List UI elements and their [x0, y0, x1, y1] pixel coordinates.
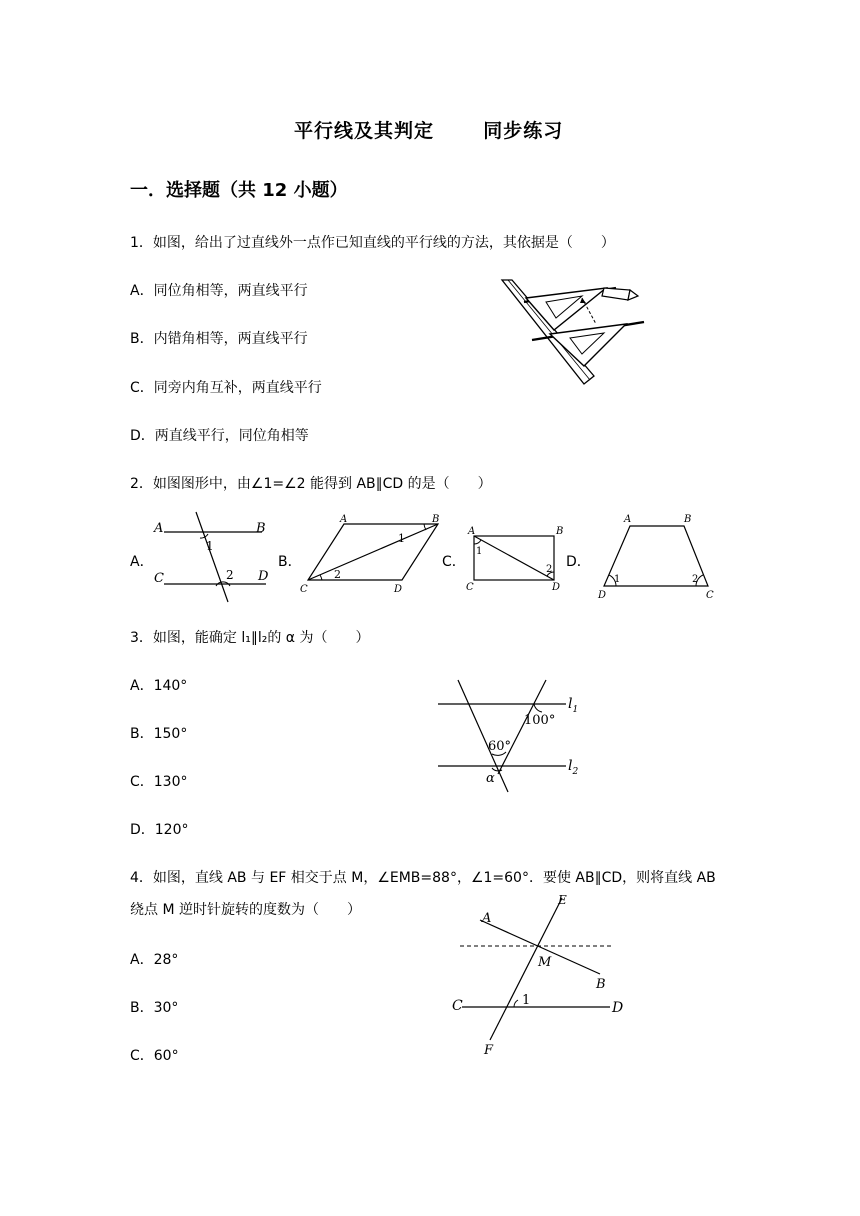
- label-l1: $l_1$: [568, 696, 579, 715]
- angle-2: 2: [334, 568, 341, 581]
- q1-option-a[interactable]: A．同位角相等，两直线平行: [130, 283, 308, 299]
- q2-option-d[interactable]: D．: [566, 554, 591, 570]
- label-b: B: [596, 977, 606, 992]
- question-3-stem: 3．如图，能确定 l₁∥l₂的 α 为（ ）: [130, 630, 370, 646]
- q4-option-b[interactable]: B．30°: [130, 1000, 179, 1016]
- angle-1: 1: [476, 546, 483, 557]
- q1-option-d[interactable]: D．两直线平行，同位角相等: [130, 428, 309, 444]
- angle-100: 100°: [524, 713, 556, 728]
- angle-60: 60°: [488, 739, 512, 754]
- label-d: D: [612, 1000, 624, 1016]
- label-f: F: [484, 1043, 494, 1058]
- label-d: D: [258, 569, 269, 584]
- q2-figure-c: [464, 524, 568, 594]
- q3-figure: [434, 674, 594, 796]
- label-c: C: [466, 582, 474, 593]
- q4-option-c[interactable]: C．60°: [130, 1048, 179, 1064]
- question-4-stem: 4．如图，直线 AB 与 EF 相交于点 M，∠EMB=88°，∠1=60°．要使 AB∥CD，则将直线 AB: [130, 870, 716, 886]
- label-a: A: [340, 514, 348, 525]
- label-b: B: [256, 521, 266, 536]
- label-c: C: [300, 584, 308, 595]
- q2-option-b[interactable]: B．: [278, 554, 302, 570]
- angle-1: 1: [522, 993, 531, 1008]
- label-a: A: [482, 911, 492, 926]
- q1-option-c[interactable]: C．同旁内角互补，两直线平行: [130, 380, 322, 396]
- section-heading: 一．选择题（共 12 小题）: [130, 180, 348, 201]
- label-b: B: [556, 526, 564, 537]
- label-a: A: [154, 521, 164, 536]
- label-a: A: [468, 526, 476, 537]
- label-d: D: [394, 584, 403, 595]
- q2-figure-b: [298, 512, 444, 598]
- q3-option-c[interactable]: C．130°: [130, 774, 188, 790]
- label-d: D: [598, 590, 607, 601]
- q2-option-a[interactable]: A．: [130, 554, 154, 570]
- q2-figure-d: [594, 510, 724, 600]
- label-b: B: [432, 514, 440, 525]
- angle-2: 2: [226, 568, 234, 582]
- label-a: A: [624, 514, 632, 525]
- question-2-stem: 2．如图图形中，由∠1=∠2 能得到 AB∥CD 的是（ ）: [130, 476, 492, 492]
- q3-option-d[interactable]: D．120°: [130, 822, 189, 838]
- label-b: B: [684, 514, 692, 525]
- angle-2: 2: [546, 564, 553, 575]
- page-title: [294, 116, 563, 143]
- question-1-stem: 1．如图，给出了过直线外一点作已知直线的平行线的方法，其依据是（ ）: [130, 235, 615, 251]
- label-l2: $l_2$: [568, 758, 579, 777]
- label-e: E: [558, 893, 567, 907]
- q4-option-a[interactable]: A．28°: [130, 952, 179, 968]
- label-c: C: [154, 571, 164, 586]
- q3-option-b[interactable]: B．150°: [130, 726, 188, 742]
- label-c: C: [452, 998, 463, 1014]
- label-d: D: [552, 582, 561, 593]
- angle-alpha: α: [486, 771, 495, 786]
- q2-figure-a: [150, 508, 274, 604]
- q1-option-b[interactable]: B．内错角相等，两直线平行: [130, 331, 308, 347]
- label-c: C: [706, 590, 714, 601]
- question-4-stem-cont: 绕点 M 逆时针旋转的度数为（ ）: [130, 902, 361, 918]
- q4-figure: [448, 890, 638, 1060]
- q2-option-c[interactable]: C．: [442, 554, 466, 570]
- angle-1: 1: [206, 539, 214, 553]
- angle-2: 2: [692, 574, 699, 585]
- pencil-shape: [602, 288, 630, 300]
- q1-figure: [498, 276, 648, 388]
- title-sub: 同步练习: [483, 120, 564, 142]
- title-main: 平行线及其判定: [294, 120, 435, 142]
- label-m: M: [538, 955, 552, 970]
- angle-1: 1: [614, 574, 621, 585]
- angle-1: 1: [398, 532, 405, 545]
- lower-set-square: [550, 324, 626, 366]
- q3-option-a[interactable]: A．140°: [130, 678, 188, 694]
